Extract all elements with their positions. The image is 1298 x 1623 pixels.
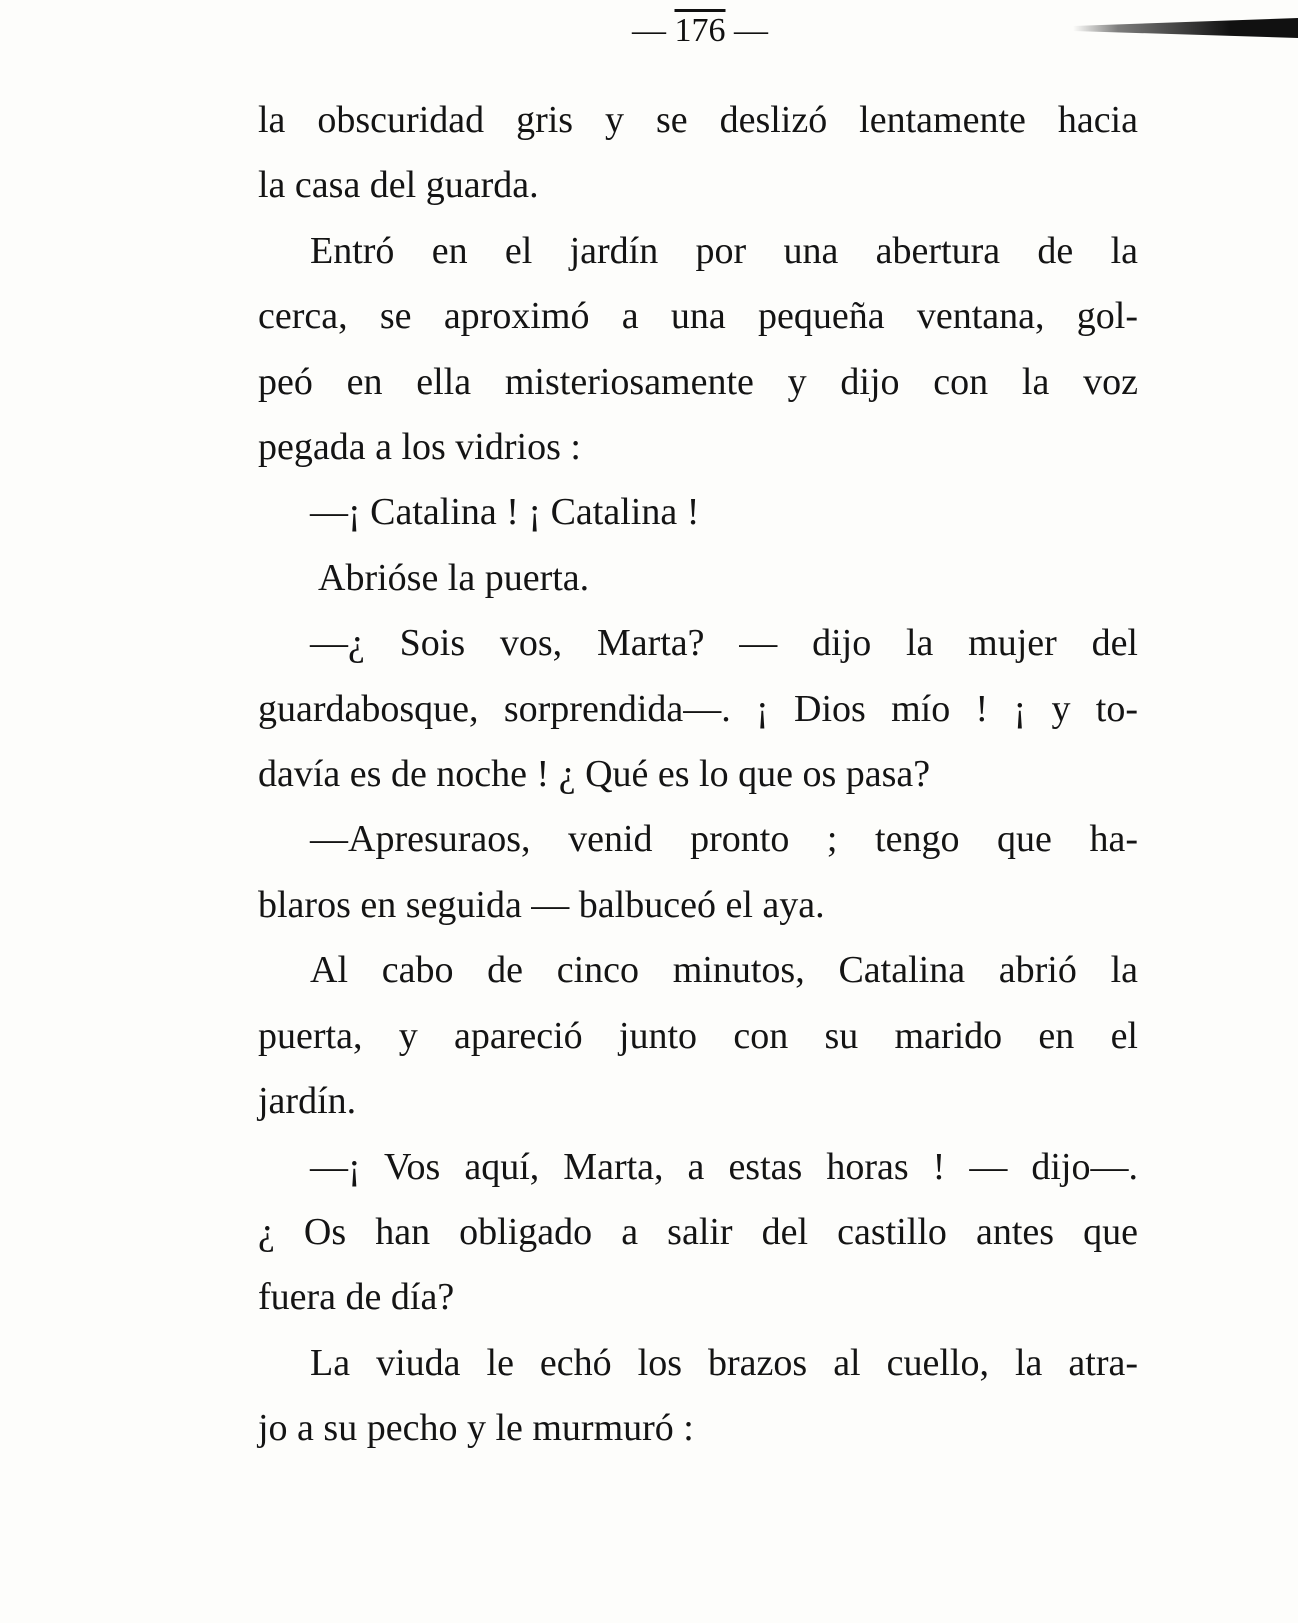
paragraph [258, 807, 1138, 938]
text-line: guardabosque, sorprendida—. ¡ Dios mío ! ¡ y to- [258, 687, 1138, 730]
text-line: jardín. [258, 1080, 357, 1123]
text-line: Entró en el jardín por una abertura de la [310, 229, 1138, 272]
text-line: La viuda le echó los brazos al cuello, la atra- [310, 1341, 1138, 1384]
text-line: —¡ Vos aquí, Marta, a estas horas ! — dijo—. [310, 1145, 1138, 1188]
body-text [258, 88, 1138, 1462]
text-line: Abrióse la puerta. [318, 556, 590, 599]
paragraph [258, 546, 1138, 611]
paragraph [258, 219, 1138, 481]
text-line: cerca, se aproximó a una pequeña ventana, gol- [258, 295, 1138, 338]
text-line: la casa del guarda. [258, 164, 539, 207]
text-line: pegada a los vidrios : [258, 426, 581, 469]
text-line: peó en ella misteriosamente y dijo con la voz [258, 360, 1138, 403]
paragraph [258, 611, 1138, 807]
text-line: —¡ Catalina ! ¡ Catalina ! [310, 491, 700, 534]
text-line: puerta, y apareció junto con su marido en el [258, 1014, 1138, 1057]
text-line: fuera de día? [258, 1276, 455, 1319]
text-line: —¿ Sois vos, Marta? — dijo la mujer del [310, 622, 1138, 665]
text-line: —Apresuraos, venid pronto ; tengo que ha- [310, 818, 1138, 861]
text-line: davía es de noche ! ¿ Qué es lo que os pasa? [258, 753, 931, 796]
text-line: la obscuridad gris y se deslizó lentamente hacia [258, 99, 1138, 141]
page-number: — 176 — [632, 12, 768, 49]
page-number-value: 176 [674, 12, 726, 49]
paragraph [258, 1135, 1138, 1331]
paragraph [258, 88, 1138, 219]
text-line: blaros en seguida — balbuceó el aya. [258, 883, 825, 926]
text-line: ¿ Os han obligado a salir del castillo antes que [258, 1210, 1138, 1253]
text-line: Al cabo de cinco minutos, Catalina abrió la [310, 949, 1138, 992]
paragraph [258, 480, 1138, 545]
text-line: jo a su pecho y le murmuró : [258, 1407, 694, 1450]
paragraph [258, 938, 1138, 1134]
paragraph [258, 1331, 1138, 1462]
